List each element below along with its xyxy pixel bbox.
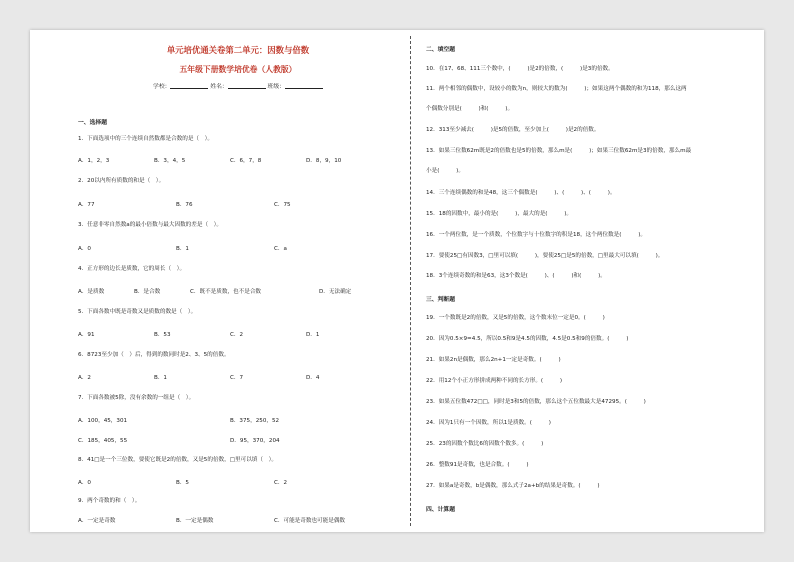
option-5a: A．91 [78,332,95,338]
option-7a: A．100，45，301 [78,418,128,424]
question-19: 19．一个数既是2的倍数，又是5的倍数，这个数末位一定是0。( ) [426,315,605,321]
question-1: 1．下面选项中的三个连续自然数都是合数的是（ ）。 [78,136,214,142]
section-choice-heading: 一、选择题 [78,120,107,126]
class-label: 班级： [267,84,285,90]
option-5c: C．2 [230,332,244,338]
question-24: 24．因为1只有一个因数，所以1是质数。( ) [426,420,551,426]
option-1a: A．1，2，3 [78,158,110,164]
question-3: 3．任意非零自然数a的最小倍数与最大因数的差是（ ）。 [78,222,223,228]
question-25: 25．23的因数个数比6的因数个数多。( ) [426,441,544,447]
question-7: 7．下面各数被5除，没有余数的一组是（ ）。 [78,395,195,401]
option-2a: A．77 [78,202,95,208]
school-label: 学校： [153,84,171,90]
name-blank[interactable] [228,83,266,89]
school-blank[interactable] [170,83,208,89]
option-3b: B．1 [176,246,189,252]
question-16: 16．一个两位数，是一个质数，个位数字与十位数字的积是18，这个两位数是( )。 [426,232,646,238]
question-27: 27．如果a是奇数，b是偶数，那么式子2a+b的结果是奇数。( ) [426,483,600,489]
question-6: 6．8723至少加（ ）后，得到的数同时是2、3、5的倍数。 [78,352,230,358]
document-subtitle: 五年级下册数学培优卷（人教版） [179,65,297,74]
question-11-cont: 个偶数分别是( )和( )。 [426,106,514,112]
student-info-line [78,81,398,90]
question-20: 20．因为0.5×9=4.5，所以0.5和9是4.5的因数，4.5是0.5和9的倍数。( ) [426,336,629,342]
question-13: 13．如果三位数62m既是2的倍数也是5的倍数，那么m是( )；如果三位数62m是3的倍数，那么m最 [426,148,692,154]
document-page [30,30,764,532]
question-18: 18．3个连续奇数的和是63，这3个数是( )、( )和( )。 [426,273,606,279]
option-1d: D．8，9，10 [306,158,342,164]
question-2: 2．20以内所有质数的和是（ ）。 [78,178,165,184]
option-7b: B．375，250，52 [230,418,280,424]
question-13-cont: 小是( )。 [426,168,464,174]
question-11: 11．两个相邻的偶数中，设较小的数为n，则较大的数为( )；如果这两个偶数的和为118，那么这两 [426,86,687,92]
option-6c: C．7 [230,375,244,381]
question-5: 5．下面各数中既是奇数又是质数的数是（ ）。 [78,309,197,315]
option-8b: B．5 [176,480,189,486]
question-23: 23．如果五位数472□□，同时是3和5的倍数，那么这个五位数最大是47295。( ) [426,399,646,405]
option-9a: A．一定是奇数 [78,518,116,524]
question-10: 10．在17、68、111三个数中，( )是2的倍数，( )是3的倍数。 [426,66,614,72]
section-fill-heading: 二、填空题 [426,47,455,53]
class-blank[interactable] [285,83,323,89]
option-1c: C．6，7，8 [230,158,262,164]
option-6a: A．2 [78,375,91,381]
question-12: 12．313至少减去( )是5的倍数，至少加上( )是2的倍数。 [426,127,600,133]
option-9b: B．一定是偶数 [176,518,214,524]
option-3c: C．a [274,246,287,252]
question-21: 21．如果2n是偶数，那么2n+1一定是奇数。( ) [426,357,561,363]
option-4c: C．既不是质数，也不是合数 [190,289,262,295]
option-5d: D．1 [306,332,320,338]
column-divider [410,36,411,526]
question-8: 8．41□是一个三位数，要使它既是2的倍数，又是5的倍数，□里可以填（ ）。 [78,457,277,463]
option-6d: D．4 [306,375,320,381]
option-6b: B．1 [154,375,167,381]
question-26: 26．整数91是奇数，也是合数。( ) [426,462,529,468]
option-7c: C．185，405，55 [78,438,128,444]
option-2b: B．76 [176,202,193,208]
question-15: 15．18的因数中，最小的是( )，最大的是( )。 [426,211,573,217]
option-8c: C．2 [274,480,288,486]
option-3a: A．0 [78,246,91,252]
question-22: 22．用12个小正方形拼成两种不同的长方形。( ) [426,378,563,384]
name-label: 姓名： [210,84,228,90]
option-4a: A．是质数 [78,289,105,295]
question-17: 17．要使25□有因数3，□里可以填( )，要使25□是5的倍数，□里最大可以填( )。 [426,253,664,259]
question-9: 9．两个奇数的和（ ）。 [78,498,141,504]
option-9c: C．可能是奇数也可能是偶数 [274,518,346,524]
option-4d: D．无法确定 [319,289,352,295]
question-14: 14．三个连续偶数的和是48，这三个偶数是( )、( )、( )。 [426,190,616,196]
option-1b: B．3，4，5 [154,158,186,164]
option-8a: A．0 [78,480,91,486]
section-calc-heading: 四、计算题 [426,507,455,513]
question-4: 4．正方形的边长是质数，它的周长（ ）。 [78,266,186,272]
option-4b: B．是合数 [134,289,161,295]
option-2c: C．75 [274,202,291,208]
option-7d: D．95，370，204 [230,438,280,444]
document-title: 单元培优通关卷第二单元：因数与倍数 [166,45,310,55]
option-5b: B．53 [154,332,171,338]
section-judge-heading: 三、判断题 [426,297,455,303]
